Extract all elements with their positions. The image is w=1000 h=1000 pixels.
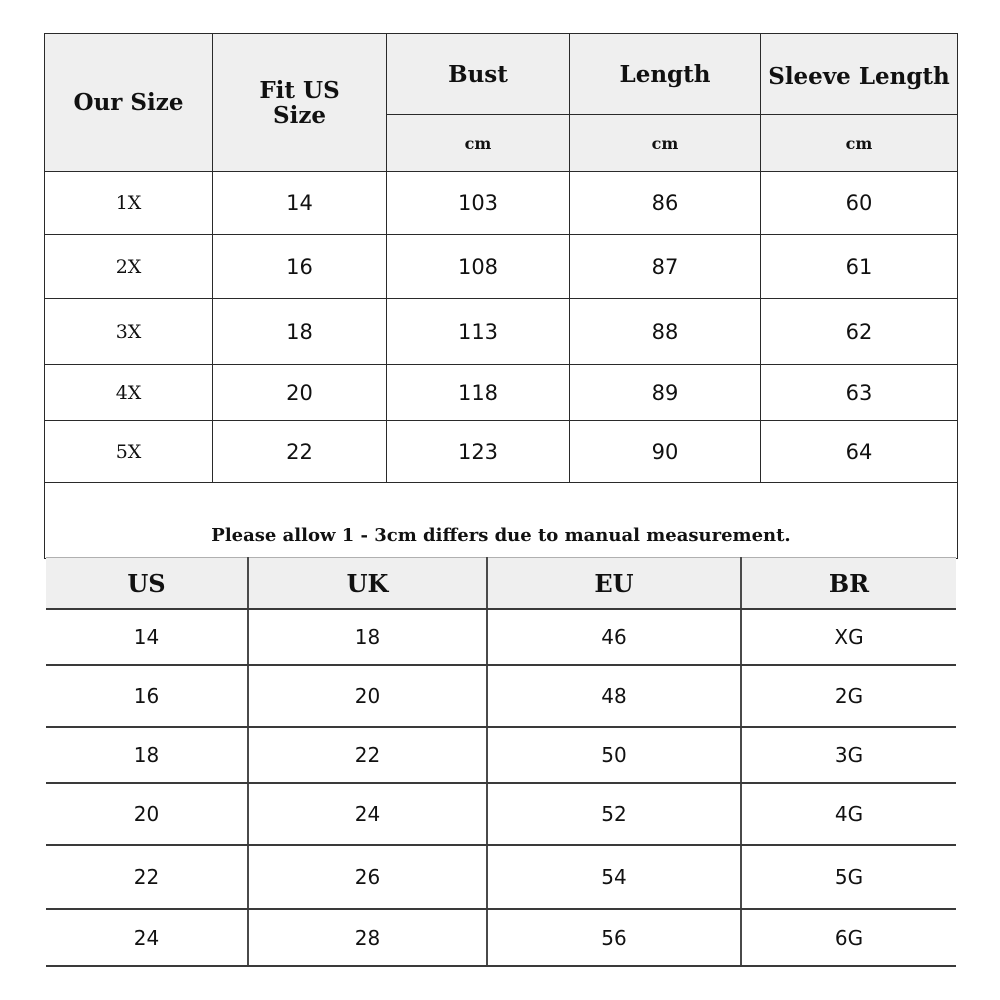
bust-cell: 103 — [387, 172, 570, 235]
eu-cell: 48 — [487, 665, 741, 727]
table-row — [46, 783, 956, 845]
fit-us-cell: 18 — [213, 299, 387, 365]
size-conversion-table — [46, 557, 956, 967]
br-cell: XG — [741, 609, 956, 665]
our-size-cell: 5X — [45, 421, 213, 483]
bust-cell: 108 — [387, 235, 570, 299]
table-row — [45, 421, 958, 483]
fit-us-cell: 16 — [213, 235, 387, 299]
table-row — [46, 909, 956, 966]
sleeve-cell: 61 — [761, 235, 958, 299]
table-row — [45, 299, 958, 365]
table-row — [46, 665, 956, 727]
our-size-cell: 1X — [45, 172, 213, 235]
us-cell: 24 — [46, 909, 248, 966]
eu-cell: 46 — [487, 609, 741, 665]
uk-cell: 18 — [248, 609, 487, 665]
table-row — [46, 609, 956, 665]
our-size-cell: 3X — [45, 299, 213, 365]
eu-cell: 52 — [487, 783, 741, 845]
header-length: Length — [570, 34, 761, 115]
length-cell: 87 — [570, 235, 761, 299]
table-row — [46, 727, 956, 783]
length-cell: 90 — [570, 421, 761, 483]
header-fit-us-size: Fit US Size — [213, 34, 387, 172]
us-cell: 20 — [46, 783, 248, 845]
br-cell: 3G — [741, 727, 956, 783]
us-cell: 18 — [46, 727, 248, 783]
length-cell: 88 — [570, 299, 761, 365]
sleeve-cell: 62 — [761, 299, 958, 365]
sleeve-cell: 63 — [761, 365, 958, 421]
eu-cell: 50 — [487, 727, 741, 783]
br-cell: 6G — [741, 909, 956, 966]
us-cell: 22 — [46, 845, 248, 909]
size-chart-table — [44, 33, 958, 559]
unit-bust: cm — [387, 115, 570, 172]
uk-cell: 20 — [248, 665, 487, 727]
br-cell: 5G — [741, 845, 956, 909]
uk-cell: 22 — [248, 727, 487, 783]
header-bust: Bust — [387, 34, 570, 115]
bust-cell: 113 — [387, 299, 570, 365]
our-size-cell: 4X — [45, 365, 213, 421]
header-uk: UK — [248, 558, 487, 610]
header-br: BR — [741, 558, 956, 610]
table-row — [45, 235, 958, 299]
us-cell: 14 — [46, 609, 248, 665]
sleeve-cell: 64 — [761, 421, 958, 483]
us-cell: 16 — [46, 665, 248, 727]
table-row — [46, 845, 956, 909]
length-cell: 89 — [570, 365, 761, 421]
eu-cell: 54 — [487, 845, 741, 909]
length-cell: 86 — [570, 172, 761, 235]
uk-cell: 24 — [248, 783, 487, 845]
header-sleeve-length: Sleeve Length — [761, 34, 958, 115]
header-us: US — [46, 558, 248, 610]
fit-us-cell: 20 — [213, 365, 387, 421]
uk-cell: 28 — [248, 909, 487, 966]
eu-cell: 56 — [487, 909, 741, 966]
bust-cell: 118 — [387, 365, 570, 421]
unit-length: cm — [570, 115, 761, 172]
header-eu: EU — [487, 558, 741, 610]
fit-us-cell: 14 — [213, 172, 387, 235]
table-row — [45, 172, 958, 235]
our-size-cell: 2X — [45, 235, 213, 299]
measurement-note: Please allow 1 - 3cm differs due to manual measurement. — [45, 483, 958, 559]
sleeve-cell: 60 — [761, 172, 958, 235]
table-row — [45, 365, 958, 421]
br-cell: 4G — [741, 783, 956, 845]
uk-cell: 26 — [248, 845, 487, 909]
unit-sleeve: cm — [761, 115, 958, 172]
br-cell: 2G — [741, 665, 956, 727]
bust-cell: 123 — [387, 421, 570, 483]
fit-us-cell: 22 — [213, 421, 387, 483]
header-our-size: Our Size — [45, 34, 213, 172]
